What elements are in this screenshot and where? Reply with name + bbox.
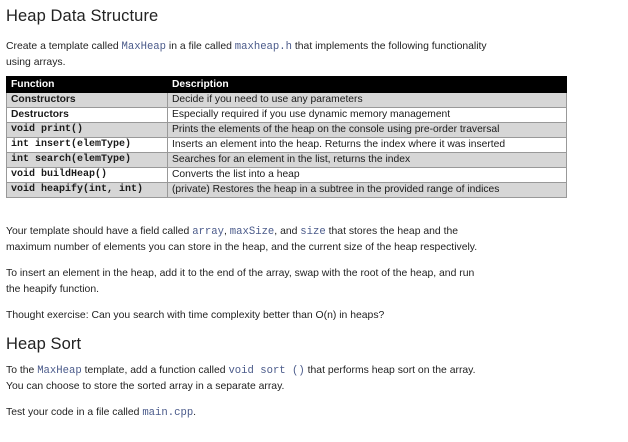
fields-text-e: maximum number of elements you can store in the heap, and the current size of the heap respectively. (6, 242, 478, 253)
table-row (7, 138, 567, 153)
desc-cell: Searches for an element in the list, returns the index (168, 153, 567, 168)
sort-text-c: that performs heap sort on the array. (304, 365, 476, 376)
table-header-row (7, 77, 567, 93)
header-function: Function (7, 77, 168, 93)
table-row (7, 93, 567, 108)
sort-text-b: template, add a function called (81, 365, 229, 376)
fields-text-b: , (224, 226, 230, 237)
desc-cell: Prints the elements of the heap on the console using pre-order traversal (168, 123, 567, 138)
fields-text-d: that stores the heap and the (325, 226, 459, 237)
fn-cell: void heapify(int, int) (7, 183, 168, 198)
test-paragraph (6, 405, 622, 421)
table-row (7, 183, 567, 198)
fn-cell: int insert(elemType) (7, 138, 168, 153)
sort-code-maxheap: MaxHeap (37, 365, 82, 377)
test-text-b: . (193, 407, 197, 418)
field-maxsize: maxSize (229, 226, 275, 238)
field-size: size (300, 226, 326, 238)
function-table (6, 76, 567, 198)
sort-code-void-sort: void sort () (228, 365, 305, 377)
insert-line-2: the heapify function. (6, 284, 100, 295)
test-code-main: main.cpp (142, 407, 194, 419)
section-title-heap-sort: Heap Sort (6, 335, 82, 353)
desc-cell: (private) Restores the heap in a subtree in the provided range of indices (168, 183, 567, 198)
sort-paragraph (6, 363, 622, 395)
table-row (7, 168, 567, 183)
test-text-a: Test your code in a file called (6, 407, 143, 418)
fields-paragraph (6, 224, 622, 256)
table-row (7, 108, 567, 123)
fields-text-c: , and (274, 226, 301, 237)
page-title: Heap Data Structure (6, 7, 159, 25)
fn-cell: Constructors (7, 93, 168, 108)
desc-cell: Inserts an element into the heap. Returns the index where it was inserted (168, 138, 567, 153)
intro-text-3: that implements the following functionality (291, 41, 487, 52)
sort-text-a: To the (6, 365, 38, 376)
fn-cell: void print() (7, 123, 168, 138)
desc-cell: Decide if you need to use any parameters (168, 93, 567, 108)
intro-code-filename: maxheap.h (234, 41, 292, 53)
table-row (7, 123, 567, 138)
intro-text-4: using arrays. (6, 57, 66, 68)
desc-cell: Especially required if you use dynamic memory management (168, 108, 567, 123)
field-array: array (192, 226, 224, 238)
document-page (6, 4, 622, 421)
insert-line-1: To insert an element in the heap, add it to the end of the array, swap with the root of the heap, and run (6, 268, 475, 279)
insert-paragraph (6, 266, 622, 298)
sort-line-2: You can choose to store the sorted array in a separate array. (6, 381, 285, 392)
intro-text-2: in a file called (166, 41, 235, 52)
header-description: Description (168, 77, 567, 93)
fn-cell: Destructors (7, 108, 168, 123)
intro-paragraph (6, 39, 622, 71)
fn-cell: void buildHeap() (7, 168, 168, 183)
fn-cell: int search(elemType) (7, 153, 168, 168)
fields-text-a: Your template should have a field called (6, 226, 193, 237)
intro-text-1: Create a template called (6, 41, 122, 52)
desc-cell: Converts the list into a heap (168, 168, 567, 183)
thought-paragraph: Thought exercise: Can you search with time complexity better than O(n) in heaps? (6, 310, 385, 321)
table-row (7, 153, 567, 168)
intro-code-maxheap: MaxHeap (121, 41, 167, 53)
